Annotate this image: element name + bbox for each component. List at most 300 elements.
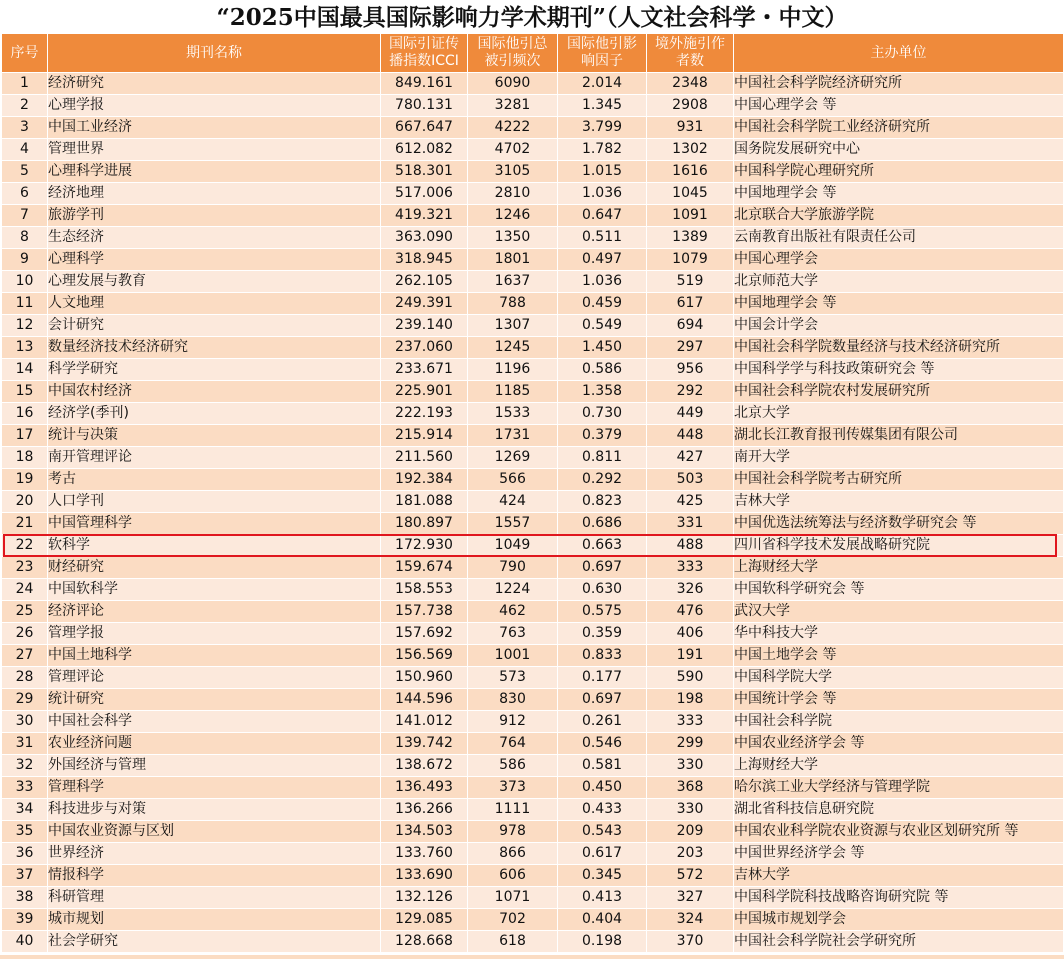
icci-cell: 172.930 xyxy=(381,535,468,557)
foreign-authors-cell: 1091 xyxy=(647,205,734,227)
foreign-authors-cell: 694 xyxy=(647,315,734,337)
rank-cell: 37 xyxy=(2,865,48,887)
foreign-authors-cell: 488 xyxy=(647,535,734,557)
total-citations-cell: 566 xyxy=(468,469,558,491)
foreign-authors-cell: 203 xyxy=(647,843,734,865)
foreign-authors-cell: 324 xyxy=(647,909,734,931)
sponsor-cell: 中国科学院大学 xyxy=(734,667,1064,689)
icci-cell: 133.690 xyxy=(381,865,468,887)
rank-cell: 18 xyxy=(2,447,48,469)
journal-name-cell: 科研管理 xyxy=(48,887,381,909)
total-citations-cell: 573 xyxy=(468,667,558,689)
total-citations-cell: 763 xyxy=(468,623,558,645)
rank-cell: 16 xyxy=(2,403,48,425)
sponsor-cell: 北京大学 xyxy=(734,403,1064,425)
page-title: “2025中国最具国际影响力学术期刊”（人文社会科学・中文） xyxy=(216,4,848,31)
foreign-authors-cell: 1079 xyxy=(647,249,734,271)
sponsor-cell: 中国心理学会 等 xyxy=(734,95,1064,117)
icci-cell: 780.131 xyxy=(381,95,468,117)
table-row xyxy=(2,887,1064,909)
total-citations-cell: 606 xyxy=(468,865,558,887)
icci-cell: 181.088 xyxy=(381,491,468,513)
table-row xyxy=(2,513,1064,535)
table-row xyxy=(2,403,1064,425)
rank-cell: 5 xyxy=(2,161,48,183)
total-citations-cell: 866 xyxy=(468,843,558,865)
journal-name-cell: 科学学研究 xyxy=(48,359,381,381)
total-citations-cell: 1185 xyxy=(468,381,558,403)
rank-cell: 8 xyxy=(2,227,48,249)
foreign-authors-cell: 1302 xyxy=(647,139,734,161)
impact-factor-cell: 0.823 xyxy=(558,491,647,513)
impact-factor-cell: 0.647 xyxy=(558,205,647,227)
next-row-partial xyxy=(0,955,1064,959)
icci-cell: 518.301 xyxy=(381,161,468,183)
icci-cell: 144.596 xyxy=(381,689,468,711)
journal-name-cell: 社会学研究 xyxy=(48,931,381,953)
foreign-authors-cell: 368 xyxy=(647,777,734,799)
table-row xyxy=(2,205,1064,227)
total-citations-cell: 978 xyxy=(468,821,558,843)
table-row xyxy=(2,293,1064,315)
foreign-authors-cell: 617 xyxy=(647,293,734,315)
foreign-authors-cell: 519 xyxy=(647,271,734,293)
journal-name-cell: 数量经济技术经济研究 xyxy=(48,337,381,359)
journal-name-cell: 情报科学 xyxy=(48,865,381,887)
journal-name-cell: 人文地理 xyxy=(48,293,381,315)
total-citations-cell: 1245 xyxy=(468,337,558,359)
journal-name-cell: 经济学(季刊) xyxy=(48,403,381,425)
rank-cell: 9 xyxy=(2,249,48,271)
column-header-foreign-authors: 境外施引作 者数 xyxy=(647,34,734,73)
journal-name-cell: 旅游学刊 xyxy=(48,205,381,227)
foreign-authors-cell: 590 xyxy=(647,667,734,689)
rank-cell: 33 xyxy=(2,777,48,799)
sponsor-cell: 中国社会科学院社会学研究所 xyxy=(734,931,1064,953)
total-citations-cell: 424 xyxy=(468,491,558,513)
sponsor-cell: 中国社会科学院数量经济与技术经济研究所 xyxy=(734,337,1064,359)
sponsor-cell: 上海财经大学 xyxy=(734,755,1064,777)
foreign-authors-cell: 1389 xyxy=(647,227,734,249)
impact-factor-cell: 0.511 xyxy=(558,227,647,249)
journal-name-cell: 人口学刊 xyxy=(48,491,381,513)
impact-factor-cell: 0.617 xyxy=(558,843,647,865)
total-citations-cell: 788 xyxy=(468,293,558,315)
icci-cell: 180.897 xyxy=(381,513,468,535)
journal-name-cell: 经济评论 xyxy=(48,601,381,623)
table-row xyxy=(2,755,1064,777)
rank-cell: 32 xyxy=(2,755,48,777)
table-row xyxy=(2,645,1064,667)
icci-cell: 233.671 xyxy=(381,359,468,381)
sponsor-cell: 云南教育出版社有限责任公司 xyxy=(734,227,1064,249)
rank-cell: 3 xyxy=(2,117,48,139)
sponsor-cell: 武汉大学 xyxy=(734,601,1064,623)
sponsor-cell: 中国社会科学院农村发展研究所 xyxy=(734,381,1064,403)
table-row xyxy=(2,359,1064,381)
journal-name-cell: 农业经济问题 xyxy=(48,733,381,755)
rank-cell: 21 xyxy=(2,513,48,535)
icci-cell: 363.090 xyxy=(381,227,468,249)
total-citations-cell: 1637 xyxy=(468,271,558,293)
icci-cell: 612.082 xyxy=(381,139,468,161)
table-row xyxy=(2,777,1064,799)
total-citations-cell: 790 xyxy=(468,557,558,579)
rank-cell: 27 xyxy=(2,645,48,667)
total-citations-cell: 1801 xyxy=(468,249,558,271)
total-citations-cell: 1224 xyxy=(468,579,558,601)
table-row xyxy=(2,689,1064,711)
impact-factor-cell: 0.586 xyxy=(558,359,647,381)
icci-cell: 237.060 xyxy=(381,337,468,359)
icci-cell: 139.742 xyxy=(381,733,468,755)
sponsor-cell: 湖北长江教育报刊传媒集团有限公司 xyxy=(734,425,1064,447)
impact-factor-cell: 1.782 xyxy=(558,139,647,161)
table-row xyxy=(2,667,1064,689)
total-citations-cell: 586 xyxy=(468,755,558,777)
impact-factor-cell: 0.497 xyxy=(558,249,647,271)
sponsor-cell: 中国城市规划学会 xyxy=(734,909,1064,931)
table-row xyxy=(2,139,1064,161)
icci-cell: 849.161 xyxy=(381,73,468,95)
table-row xyxy=(2,799,1064,821)
icci-cell: 136.266 xyxy=(381,799,468,821)
journal-name-cell: 城市规划 xyxy=(48,909,381,931)
rank-cell: 13 xyxy=(2,337,48,359)
journal-name-cell: 中国农业资源与区划 xyxy=(48,821,381,843)
rank-cell: 1 xyxy=(2,73,48,95)
total-citations-cell: 912 xyxy=(468,711,558,733)
total-citations-cell: 1196 xyxy=(468,359,558,381)
table-row xyxy=(2,469,1064,491)
sponsor-cell: 中国农业经济学会 等 xyxy=(734,733,1064,755)
impact-factor-cell: 0.549 xyxy=(558,315,647,337)
icci-cell: 192.384 xyxy=(381,469,468,491)
rank-cell: 29 xyxy=(2,689,48,711)
rank-cell: 38 xyxy=(2,887,48,909)
sponsor-cell: 北京师范大学 xyxy=(734,271,1064,293)
rank-cell: 24 xyxy=(2,579,48,601)
journal-name-cell: 管理世界 xyxy=(48,139,381,161)
rank-cell: 11 xyxy=(2,293,48,315)
impact-factor-cell: 0.459 xyxy=(558,293,647,315)
total-citations-cell: 3281 xyxy=(468,95,558,117)
total-citations-cell: 3105 xyxy=(468,161,558,183)
icci-cell: 318.945 xyxy=(381,249,468,271)
impact-factor-cell: 0.433 xyxy=(558,799,647,821)
sponsor-cell: 南开大学 xyxy=(734,447,1064,469)
sponsor-cell: 湖北省科技信息研究院 xyxy=(734,799,1064,821)
impact-factor-cell: 0.292 xyxy=(558,469,647,491)
impact-factor-cell: 0.697 xyxy=(558,689,647,711)
icci-cell: 129.085 xyxy=(381,909,468,931)
icci-cell: 150.960 xyxy=(381,667,468,689)
icci-cell: 138.672 xyxy=(381,755,468,777)
table-row xyxy=(2,601,1064,623)
journal-name-cell: 心理科学进展 xyxy=(48,161,381,183)
sponsor-cell: 中国社会科学院考古研究所 xyxy=(734,469,1064,491)
foreign-authors-cell: 330 xyxy=(647,755,734,777)
icci-cell: 132.126 xyxy=(381,887,468,909)
foreign-authors-cell: 427 xyxy=(647,447,734,469)
icci-cell: 215.914 xyxy=(381,425,468,447)
table-row xyxy=(2,557,1064,579)
foreign-authors-cell: 956 xyxy=(647,359,734,381)
impact-factor-cell: 0.450 xyxy=(558,777,647,799)
icci-cell: 156.569 xyxy=(381,645,468,667)
foreign-authors-cell: 209 xyxy=(647,821,734,843)
table-header-row xyxy=(2,34,1064,73)
foreign-authors-cell: 476 xyxy=(647,601,734,623)
table-row xyxy=(2,909,1064,931)
foreign-authors-cell: 333 xyxy=(647,557,734,579)
table-row xyxy=(2,271,1064,293)
table-row xyxy=(2,821,1064,843)
foreign-authors-cell: 1616 xyxy=(647,161,734,183)
icci-cell: 157.738 xyxy=(381,601,468,623)
table-row xyxy=(2,623,1064,645)
impact-factor-cell: 0.663 xyxy=(558,535,647,557)
sponsor-cell: 中国统计学会 等 xyxy=(734,689,1064,711)
icci-cell: 211.560 xyxy=(381,447,468,469)
icci-cell: 225.901 xyxy=(381,381,468,403)
impact-factor-cell: 0.404 xyxy=(558,909,647,931)
rank-cell: 28 xyxy=(2,667,48,689)
foreign-authors-cell: 449 xyxy=(647,403,734,425)
impact-factor-cell: 0.379 xyxy=(558,425,647,447)
impact-factor-cell: 1.345 xyxy=(558,95,647,117)
table-row xyxy=(2,337,1064,359)
rank-cell: 17 xyxy=(2,425,48,447)
impact-factor-cell: 0.697 xyxy=(558,557,647,579)
sponsor-cell: 中国世界经济学会 等 xyxy=(734,843,1064,865)
foreign-authors-cell: 931 xyxy=(647,117,734,139)
rank-cell: 31 xyxy=(2,733,48,755)
icci-cell: 157.692 xyxy=(381,623,468,645)
table-row xyxy=(2,711,1064,733)
icci-cell: 128.668 xyxy=(381,931,468,953)
icci-cell: 134.503 xyxy=(381,821,468,843)
sponsor-cell: 上海财经大学 xyxy=(734,557,1064,579)
impact-factor-cell: 1.450 xyxy=(558,337,647,359)
table-row xyxy=(2,315,1064,337)
rank-cell: 14 xyxy=(2,359,48,381)
impact-factor-cell: 0.730 xyxy=(558,403,647,425)
table-row xyxy=(2,249,1064,271)
journal-ranking-table xyxy=(1,33,1064,953)
total-citations-cell: 462 xyxy=(468,601,558,623)
journal-name-cell: 中国社会科学 xyxy=(48,711,381,733)
table-row xyxy=(2,381,1064,403)
rank-cell: 26 xyxy=(2,623,48,645)
foreign-authors-cell: 2908 xyxy=(647,95,734,117)
rank-cell: 34 xyxy=(2,799,48,821)
sponsor-cell: 吉林大学 xyxy=(734,865,1064,887)
rank-cell: 23 xyxy=(2,557,48,579)
impact-factor-cell: 0.546 xyxy=(558,733,647,755)
rank-cell: 4 xyxy=(2,139,48,161)
journal-name-cell: 统计与决策 xyxy=(48,425,381,447)
journal-name-cell: 中国土地科学 xyxy=(48,645,381,667)
rank-cell: 6 xyxy=(2,183,48,205)
journal-name-cell: 会计研究 xyxy=(48,315,381,337)
journal-name-cell: 财经研究 xyxy=(48,557,381,579)
rank-cell: 15 xyxy=(2,381,48,403)
journal-name-cell: 软科学 xyxy=(48,535,381,557)
journal-name-cell: 南开管理评论 xyxy=(48,447,381,469)
total-citations-cell: 6090 xyxy=(468,73,558,95)
journal-name-cell: 中国工业经济 xyxy=(48,117,381,139)
table-row xyxy=(2,579,1064,601)
rank-cell: 39 xyxy=(2,909,48,931)
sponsor-cell: 中国科学学与科技政策研究会 等 xyxy=(734,359,1064,381)
total-citations-cell: 4222 xyxy=(468,117,558,139)
table-row xyxy=(2,447,1064,469)
foreign-authors-cell: 572 xyxy=(647,865,734,887)
column-header-sponsor: 主办单位 xyxy=(734,34,1064,73)
sponsor-cell: 中国会计学会 xyxy=(734,315,1064,337)
table-row xyxy=(2,161,1064,183)
sponsor-cell: 中国软科学研究会 等 xyxy=(734,579,1064,601)
rank-cell: 19 xyxy=(2,469,48,491)
impact-factor-cell: 0.359 xyxy=(558,623,647,645)
total-citations-cell: 764 xyxy=(468,733,558,755)
table-row xyxy=(2,425,1064,447)
column-header-icci: 国际引证传 播指数ICCI xyxy=(381,34,468,73)
foreign-authors-cell: 333 xyxy=(647,711,734,733)
sponsor-cell: 哈尔滨工业大学经济与管理学院 xyxy=(734,777,1064,799)
sponsor-cell: 中国地理学会 等 xyxy=(734,293,1064,315)
total-citations-cell: 1001 xyxy=(468,645,558,667)
foreign-authors-cell: 503 xyxy=(647,469,734,491)
rank-cell: 20 xyxy=(2,491,48,513)
sponsor-cell: 中国农业科学院农业资源与农业区划研究所 等 xyxy=(734,821,1064,843)
total-citations-cell: 2810 xyxy=(468,183,558,205)
impact-factor-cell: 0.575 xyxy=(558,601,647,623)
impact-factor-cell: 2.014 xyxy=(558,73,647,95)
sponsor-cell: 中国土地学会 等 xyxy=(734,645,1064,667)
total-citations-cell: 830 xyxy=(468,689,558,711)
impact-factor-cell: 1.015 xyxy=(558,161,647,183)
total-citations-cell: 4702 xyxy=(468,139,558,161)
icci-cell: 667.647 xyxy=(381,117,468,139)
total-citations-cell: 1307 xyxy=(468,315,558,337)
table-row xyxy=(2,227,1064,249)
table-row xyxy=(2,491,1064,513)
journal-name-cell: 经济地理 xyxy=(48,183,381,205)
impact-factor-cell: 0.811 xyxy=(558,447,647,469)
foreign-authors-cell: 425 xyxy=(647,491,734,513)
foreign-authors-cell: 299 xyxy=(647,733,734,755)
sponsor-cell: 中国社会科学院经济研究所 xyxy=(734,73,1064,95)
impact-factor-cell: 0.543 xyxy=(558,821,647,843)
journal-name-cell: 管理评论 xyxy=(48,667,381,689)
column-header-rank: 序号 xyxy=(2,34,48,73)
rank-cell: 36 xyxy=(2,843,48,865)
impact-factor-cell: 0.177 xyxy=(558,667,647,689)
journal-name-cell: 中国管理科学 xyxy=(48,513,381,535)
total-citations-cell: 1533 xyxy=(468,403,558,425)
sponsor-cell: 中国地理学会 等 xyxy=(734,183,1064,205)
table-row xyxy=(2,733,1064,755)
total-citations-cell: 1731 xyxy=(468,425,558,447)
total-citations-cell: 1350 xyxy=(468,227,558,249)
journal-name-cell: 管理学报 xyxy=(48,623,381,645)
sponsor-cell: 中国社会科学院 xyxy=(734,711,1064,733)
column-header-journal-name: 期刊名称 xyxy=(48,34,381,73)
impact-factor-cell: 3.799 xyxy=(558,117,647,139)
total-citations-cell: 1246 xyxy=(468,205,558,227)
impact-factor-cell: 1.036 xyxy=(558,271,647,293)
foreign-authors-cell: 1045 xyxy=(647,183,734,205)
icci-cell: 419.321 xyxy=(381,205,468,227)
table-row xyxy=(2,843,1064,865)
journal-name-cell: 经济研究 xyxy=(48,73,381,95)
sponsor-cell: 中国科学院科技战略咨询研究院 等 xyxy=(734,887,1064,909)
journal-name-cell: 中国农村经济 xyxy=(48,381,381,403)
impact-factor-cell: 0.630 xyxy=(558,579,647,601)
column-header-total-citations: 国际他引总 被引频次 xyxy=(468,34,558,73)
journal-name-cell: 生态经济 xyxy=(48,227,381,249)
table-row xyxy=(2,865,1064,887)
rank-cell: 12 xyxy=(2,315,48,337)
table-row xyxy=(2,183,1064,205)
icci-cell: 159.674 xyxy=(381,557,468,579)
journal-name-cell: 考古 xyxy=(48,469,381,491)
total-citations-cell: 1557 xyxy=(468,513,558,535)
total-citations-cell: 1269 xyxy=(468,447,558,469)
table-row xyxy=(2,931,1064,953)
sponsor-cell: 国务院发展研究中心 xyxy=(734,139,1064,161)
icci-cell: 222.193 xyxy=(381,403,468,425)
icci-cell: 517.006 xyxy=(381,183,468,205)
foreign-authors-cell: 330 xyxy=(647,799,734,821)
journal-name-cell: 管理科学 xyxy=(48,777,381,799)
impact-factor-cell: 0.413 xyxy=(558,887,647,909)
table-row xyxy=(2,117,1064,139)
icci-cell: 239.140 xyxy=(381,315,468,337)
rank-cell: 22 xyxy=(2,535,48,557)
icci-cell: 249.391 xyxy=(381,293,468,315)
total-citations-cell: 1071 xyxy=(468,887,558,909)
sponsor-cell: 中国心理学会 xyxy=(734,249,1064,271)
table-body xyxy=(2,73,1064,953)
foreign-authors-cell: 406 xyxy=(647,623,734,645)
table-row xyxy=(2,73,1064,95)
journal-name-cell: 心理科学 xyxy=(48,249,381,271)
rank-cell: 35 xyxy=(2,821,48,843)
foreign-authors-cell: 327 xyxy=(647,887,734,909)
impact-factor-cell: 1.358 xyxy=(558,381,647,403)
foreign-authors-cell: 331 xyxy=(647,513,734,535)
impact-factor-cell: 0.686 xyxy=(558,513,647,535)
sponsor-cell: 吉林大学 xyxy=(734,491,1064,513)
journal-name-cell: 外国经济与管理 xyxy=(48,755,381,777)
icci-cell: 262.105 xyxy=(381,271,468,293)
total-citations-cell: 702 xyxy=(468,909,558,931)
foreign-authors-cell: 370 xyxy=(647,931,734,953)
sponsor-cell: 四川省科学技术发展战略研究院 xyxy=(734,535,1064,557)
impact-factor-cell: 0.198 xyxy=(558,931,647,953)
rank-cell: 40 xyxy=(2,931,48,953)
journal-name-cell: 科技进步与对策 xyxy=(48,799,381,821)
journal-name-cell: 心理学报 xyxy=(48,95,381,117)
table-row xyxy=(2,95,1064,117)
sponsor-cell: 华中科技大学 xyxy=(734,623,1064,645)
sponsor-cell: 中国科学院心理研究所 xyxy=(734,161,1064,183)
icci-cell: 141.012 xyxy=(381,711,468,733)
journal-name-cell: 心理发展与教育 xyxy=(48,271,381,293)
